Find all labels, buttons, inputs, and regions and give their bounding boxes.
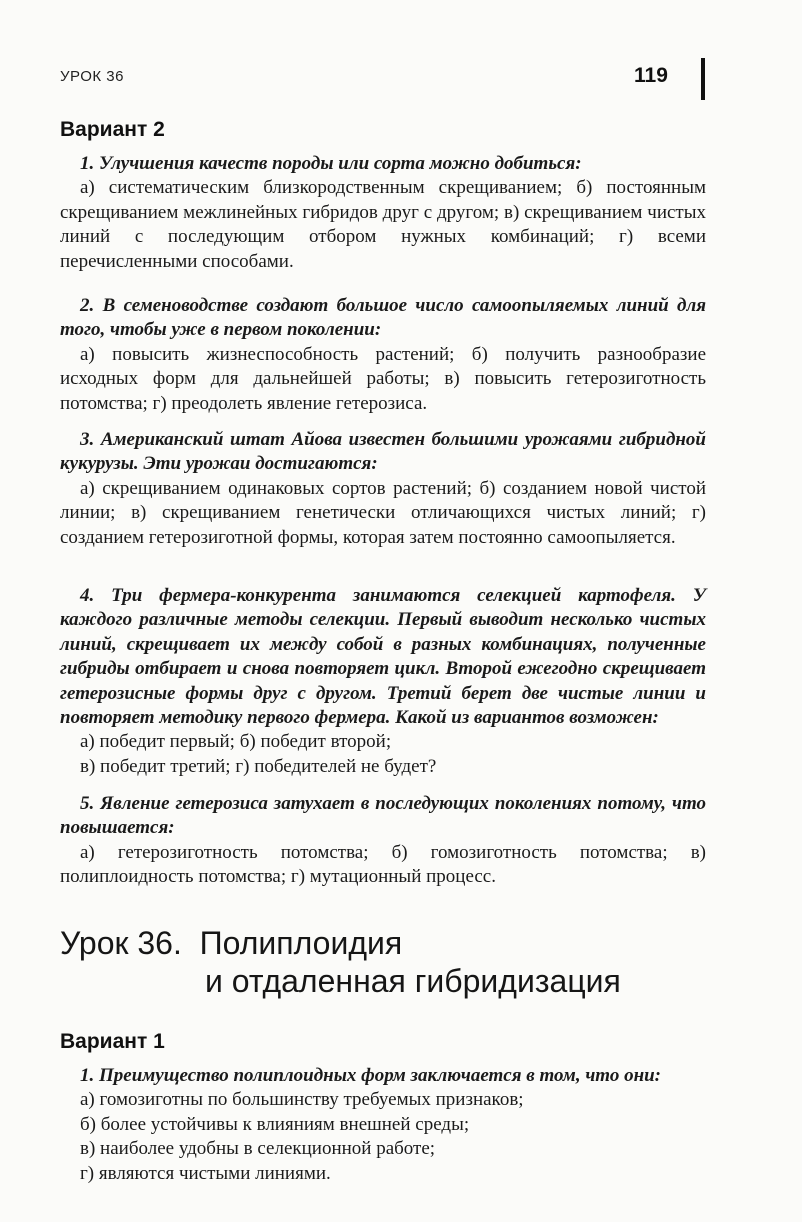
answer-line: в) победит третий; г) победителей не будет? xyxy=(80,755,437,777)
lesson-title: Урок 36. Полиплоидия и отдаленная гибридизация xyxy=(60,925,621,999)
answer-line: а) победит первый; б) победит второй; xyxy=(80,731,392,753)
question-block-3 xyxy=(60,428,706,550)
answer-option: б) более устойчивы к влияниям внешней среды; xyxy=(80,1113,470,1135)
variant-2-heading: Вариант 2 xyxy=(60,118,165,141)
answer-options: а) скрещиванием одинаковых сортов растений; б) созданием новой чистой линии; в) скрещиванием генетически отличающихся чистых линий; г) созданием гетерозиготной формы, которая затем постоянно самоопыляется. xyxy=(60,477,706,548)
answer-option: г) являются чистыми линиями. xyxy=(80,1162,331,1184)
question-block-v1-1 xyxy=(60,1064,706,1186)
question-text: 1. Улучшения качеств породы или сорта можно добиться: xyxy=(80,153,582,174)
question-block-2 xyxy=(60,294,706,416)
question-text: 3. Американский штат Айова известен большими урожаями гибридной кукурузы. Эти урожаи достигаются: xyxy=(60,429,706,475)
answer-options: а) повысить жизнеспособность растений; б) получить разнообразие исходных форм для дальнейшей работы; в) повысить гетерозиготность потомства; г) преодолеть явление гетерозиса. xyxy=(60,343,706,414)
lesson-number: Урок 36 xyxy=(60,925,173,961)
answer-options: а) гетерозиготность потомства; б) гомозиготность потомства; в) полиплоидность потомства; г) мутационный процесс. xyxy=(60,841,706,888)
question-text: 4. Три фермера-конкурента занимаются селекцией картофеля. У каждого различные методы селекции. Первый выводит несколько чистых линий, скрещивает их между собой в разных комбинациях, полученные гибриды отбирает и снова повторяет цикл. Второй ежегодно скрещивает гетерозисные формы друг с другом. Третий берет две чистые линии и повторяет методику первого фермера. Какой из вариантов возможен: xyxy=(60,585,706,729)
running-head: УРОК 36 xyxy=(60,68,124,85)
question-text: 5. Явление гетерозиса затухает в последующих поколениях потому, что повышается: xyxy=(60,793,706,839)
answer-options: а) систематическим близкородственным скрещиванием; б) постоянным скрещиванием межлинейных гибридов друг с другом; в) скрещиванием чистых линий с последующим отбором нужных комбинаций; г) всеми перечисленными способами. xyxy=(60,177,706,272)
question-text: 2. В семеноводстве создают большое число самоопыляемых линий для того, чтобы уже в первом поколении: xyxy=(60,295,706,341)
question-text: 1. Преимущество полиплоидных форм заключается в том, что они: xyxy=(80,1065,662,1086)
question-block-1 xyxy=(60,152,706,274)
page-number-rule xyxy=(701,58,705,100)
question-block-4 xyxy=(60,584,706,779)
page-number: 119 xyxy=(634,64,668,87)
variant-1-heading: Вариант 1 xyxy=(60,1030,165,1053)
answer-option: а) гомозиготны по большинству требуемых признаков; xyxy=(80,1089,524,1111)
answer-option: в) наиболее удобны в селекционной работе; xyxy=(80,1138,436,1160)
lesson-title-line-1: Полиплоидия xyxy=(199,925,403,961)
lesson-title-line-2: и отдаленная гибридизация xyxy=(205,963,621,999)
question-block-5 xyxy=(60,792,706,890)
